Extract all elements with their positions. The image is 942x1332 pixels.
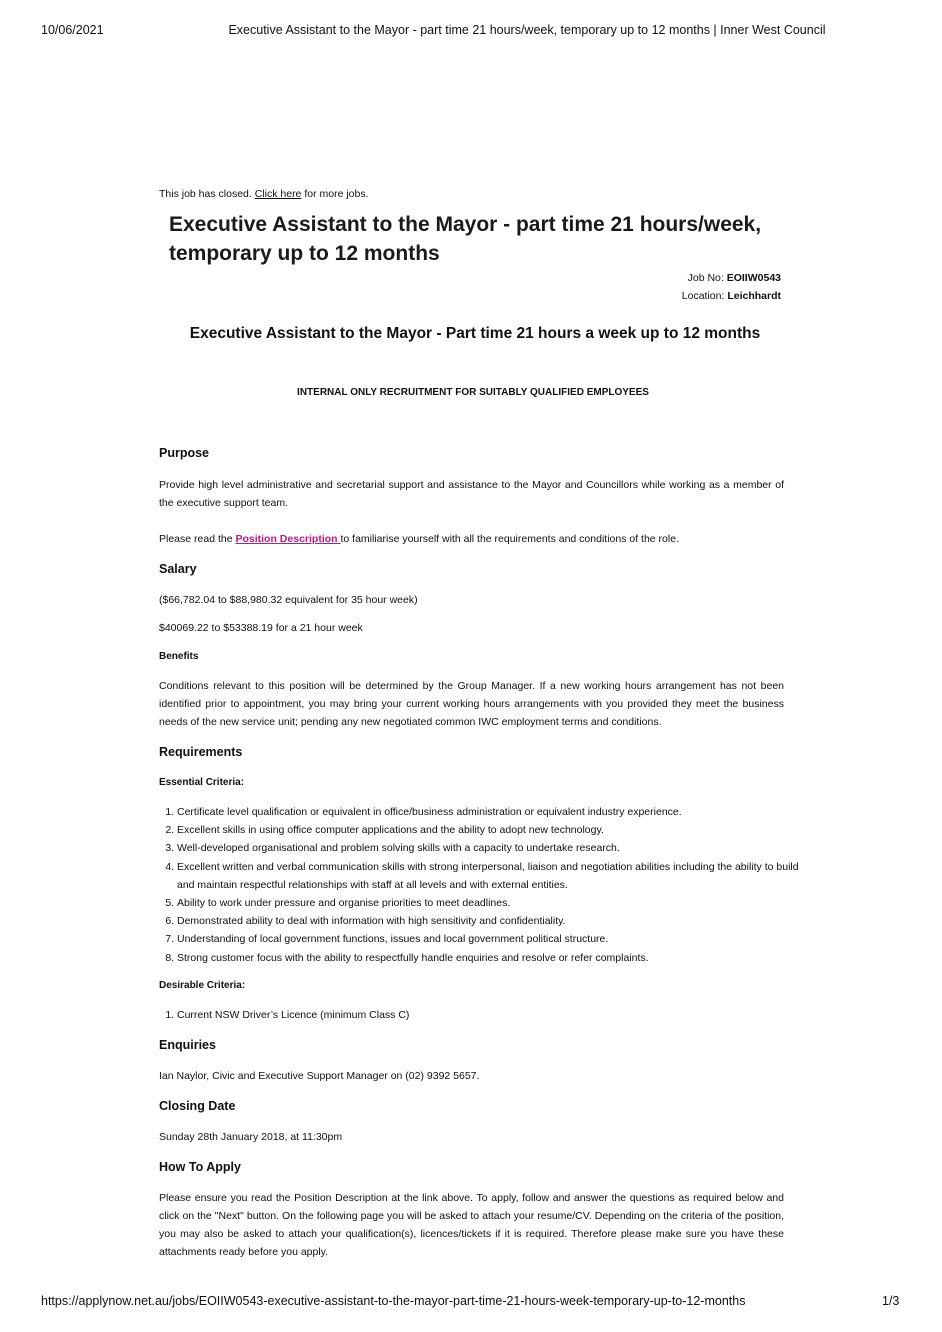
closed-notice-prefix: This job has closed. [159, 188, 255, 200]
list-item: 8. Strong customer focus with the ability to respectfully handle enquiries and resolve or refer complaints. [177, 949, 802, 967]
list-item: 7. Understanding of local government functions, issues and local government political structure. [177, 930, 802, 948]
list-item: 1. Certificate level qualification or equivalent in office/business administration or equivalent industry experience. [177, 803, 802, 821]
list-item: 1. Current NSW Driver’s Licence (minimum Class C) [177, 1006, 802, 1024]
pd-prefix: Please read the [159, 533, 236, 545]
location-label: Location: [681, 290, 728, 302]
desirable-criteria-list [159, 1006, 802, 1024]
requirements-heading: Requirements [159, 745, 243, 759]
salary-equivalent: ($66,782.04 to $88,980.32 equivalent for 35 hour week) [159, 594, 418, 606]
salary-part-time: $40069.22 to $53388.19 for a 21 hour week [159, 622, 363, 634]
print-page-number: 1/3 [882, 1294, 900, 1308]
list-item: 3. Well-developed organisational and problem solving skills with a capacity to undertake research. [177, 839, 802, 857]
print-date: 10/06/2021 [41, 23, 104, 37]
closed-notice-suffix: for more jobs. [301, 188, 369, 200]
list-item: 6. Demonstrated ability to deal with information with high sensitivity and confidentiality. [177, 912, 802, 930]
job-number-label: Job No: [687, 272, 727, 284]
essential-criteria-heading: Essential Criteria: [159, 777, 245, 788]
job-location [682, 290, 781, 302]
purpose-text: Provide high level administrative and secretarial support and assistance to the Mayor and Councillors while working as a member of the executive support team. [159, 479, 784, 509]
list-item: 5. Ability to work under pressure and organise priorities to meet deadlines. [177, 894, 802, 912]
job-number [688, 272, 781, 284]
position-description-note [159, 530, 784, 548]
essential-criteria-list [159, 803, 802, 967]
enquiries-heading: Enquiries [159, 1038, 216, 1052]
pd-suffix: to familiarise yourself with all the requirements and conditions of the role. [340, 533, 679, 545]
closing-date-text: Sunday 28th January 2018, at 11:30pm [159, 1131, 343, 1143]
benefits-text: Conditions relevant to this position will be determined by the Group Manager. If a new working hours arrangement has not been identified prior to appointment, you may bring your current working hours arrangements with you provided they meet the business needs of the new service unit; pending any new negotiated common IWC employment terms and conditions. [159, 680, 784, 728]
how-to-apply-text: Please ensure you read the Position Description at the link above. To apply, follow and answer the questions as required below and click on the "Next" button. On the following page you will be asked to attach your resume/CV. Depending on the criteria of the position, you may also be asked to attach your qualification(s), licences/tickets if it is required. Therefore please make sure you have these attachments ready before you apply. [159, 1192, 784, 1258]
job-closed-notice [159, 185, 369, 203]
position-description-link[interactable]: Position Description [235, 533, 341, 545]
enquiries-text: Ian Naylor, Civic and Executive Support Manager on (02) 9392 5657. [159, 1070, 480, 1082]
purpose-heading: Purpose [159, 446, 210, 460]
location-value: Leichhardt [727, 290, 781, 302]
closing-date-heading: Closing Date [159, 1099, 236, 1113]
job-number-value: EOIIW0543 [726, 272, 781, 284]
print-page-title: Executive Assistant to the Mayor - part time 21 hours/week, temporary up to 12 months | Inner West Council [228, 23, 826, 37]
job-title: Executive Assistant to the Mayor - part time 21 hours/week, temporary up to 12 months [169, 213, 762, 265]
ad-sub-heading: Executive Assistant to the Mayor - Part time 21 hours a week up to 12 months [189, 325, 761, 342]
salary-heading: Salary [159, 562, 197, 576]
how-to-apply-heading: How To Apply [159, 1160, 241, 1174]
internal-recruitment-notice: INTERNAL ONLY RECRUITMENT FOR SUITABLY QUALIFIED EMPLOYEES [297, 387, 649, 398]
print-url: https://applynow.net.au/jobs/EOIIW0543-executive-assistant-to-the-mayor-part-time-21-hours-week-temporary-up-to-12-months [41, 1294, 746, 1308]
list-item: 4. Excellent written and verbal communication skills with strong interpersonal, liaison and negotiation abilities including the ability to build and maintain respectful relationships with staff at all levels and with external entities. [177, 858, 802, 894]
benefits-heading: Benefits [159, 651, 199, 662]
list-item: 2. Excellent skills in using office computer applications and the ability to adopt new technology. [177, 821, 802, 839]
more-jobs-link[interactable]: Click here [254, 188, 302, 200]
desirable-criteria-heading: Desirable Criteria: [159, 980, 246, 991]
